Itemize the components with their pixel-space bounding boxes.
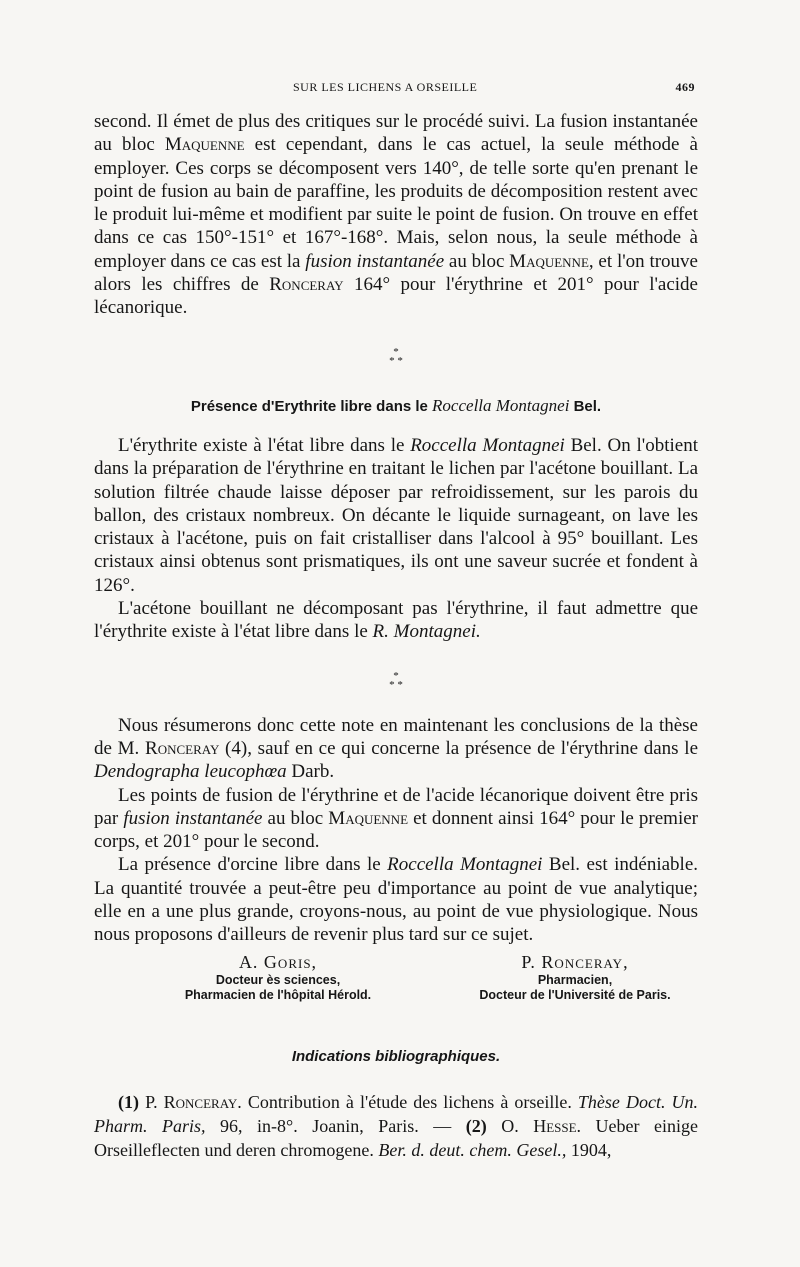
bibliography-entries [94,1090,698,1162]
text-run: Les points de fusion de l'érythrine et de l'acide lécanorique doivent être pris par [94,784,698,829]
italic-text: R. Montagnei. [372,621,481,643]
italic-text: Dendographa leucophœa [94,761,287,783]
italic-text: fusion instantanée [305,250,445,272]
text-run: et donnent ainsi 164° pour le premier corps, et 201° pour le second. [94,807,698,853]
reference-number: (1) [118,1091,139,1112]
section-separator: * * * [389,345,403,367]
text-run: . Ueber einige Orseilleflecten und deren chromogene. [94,1115,698,1160]
text-run: Nous résumerons donc cette note en maintenant les conclusions de la thèse de M. [94,714,698,759]
signature-title: Pharmacien, [537,972,613,987]
signature-right [450,951,700,1003]
paragraph [94,853,698,946]
text-run: , et l'on trouve alors les chiffres de [94,250,698,296]
paragraph-continuation [94,110,698,320]
text-run: Bel. On l'obtient dans la préparation de l'érythrine en traitant le lichen par l'acétone bouillant. La solution filtrée chaude laisse déposer par refroidissement, sur les parois du ballon, des cristaux nombreux. On décante le liquide surnageant, on lave les cristaux à l'acétone, puis on fait cristalliser dans l'alcool à 95° bouillant. Les cristaux ainsi obtenus sont prismatiques, ils ont une saveur sucrée et fondent à 126°. [94,434,698,596]
bibliography-heading: Indications bibliographiques. [291,1047,501,1065]
author-name: Maquenne [509,250,589,272]
heading-text: Présence d'Erythrite libre dans le [190,397,433,415]
signature-title: Docteur ès sciences, [215,972,341,987]
page-number: 469 [675,80,695,94]
section-separator: * * * [389,669,403,691]
text-run: L'acétone bouillant ne décomposant pas l'érythrine, il faut admettre que l'érythrite existe à l'état libre dans le [94,598,698,643]
text-run: au bloc [444,250,510,272]
author-name: Ronceray [145,737,220,759]
italic-text: Roccella Montagnei [387,854,543,876]
text-run: Darb. [286,761,335,783]
author-name: Ronceray [269,274,344,296]
text-run: second. Il émet de plus des critiques sur le procédé suivi. La fusion instantanée au bloc [94,111,698,156]
author-name: Maquenne [164,134,245,156]
text-run: 164° pour l'érythrine et 201° pour l'acide lécanorique. [94,274,698,319]
signature-title: Pharmacien de l'hôpital Hérold. [184,987,372,1002]
signatures [94,951,698,1029]
paragraph [94,784,698,854]
text-run: Bel. est indéniable. La quantité trouvée a peut-être peu d'importance au point de vue analytique; elle en a une plus grande, croyons-nous, au point de vue physiologique. Nous nous proposons d'ailleurs de revenir plus tard sur ce sujet. [94,854,698,946]
heading-text: Bel. [569,397,602,415]
italic-text: Thèse Doct. Un. Pharm. Paris, [94,1091,699,1136]
italic-text: Ber. d. deut. chem. Gesel., [378,1139,567,1160]
author-name: Maquenne [328,807,409,829]
signature-name: P. Ronceray, [521,951,629,972]
signature-name: A. Goris, [238,951,318,972]
reference-author: P. Ronceray [145,1091,238,1112]
text-run: 96, in-8°. Joanin, Paris. — [205,1115,466,1136]
paragraph [94,597,698,644]
text-run: . Contribution à l'étude des lichens à orseille. [237,1091,578,1112]
body-text [94,110,698,1162]
text-run: (4), sauf en ce qui concerne la présence de l'érythrine dans le [219,737,699,759]
text-run: 1904, [566,1139,612,1160]
section-heading [94,394,698,418]
paragraph [94,714,698,784]
reference-author: O. Hesse [486,1115,577,1136]
text-run: au bloc [262,807,329,829]
signature-left [158,951,398,1003]
paragraph [94,434,698,597]
italic-text: fusion instantanée [123,807,263,829]
italic-text: Roccella Montagnei [410,434,565,456]
text-run: est cependant, dans le cas actuel, la seule méthode à employer. Ces corps se décomposent vers 140°, de telle sorte qu'en prenant le point de fusion au bain de paraffine, les produits de décomposition restent avec le produit lui-même et modifient par suite le point de fusion. On trouve en effet dans ce cas 150°-151° et 167°-168°. Mais, selon nous, la seule méthode à employer dans ce cas est la [94,134,698,272]
running-head-title: SUR LES LICHENS A ORSEILLE [293,80,478,94]
text-run: L'érythrite existe à l'état libre dans le [118,434,411,456]
signature-title: Docteur de l'Université de Paris. [479,987,671,1002]
reference-number: (2) [465,1115,487,1136]
heading-italic: Roccella Montagnei [432,395,570,415]
text-run: La présence d'orcine libre dans le [118,854,388,876]
